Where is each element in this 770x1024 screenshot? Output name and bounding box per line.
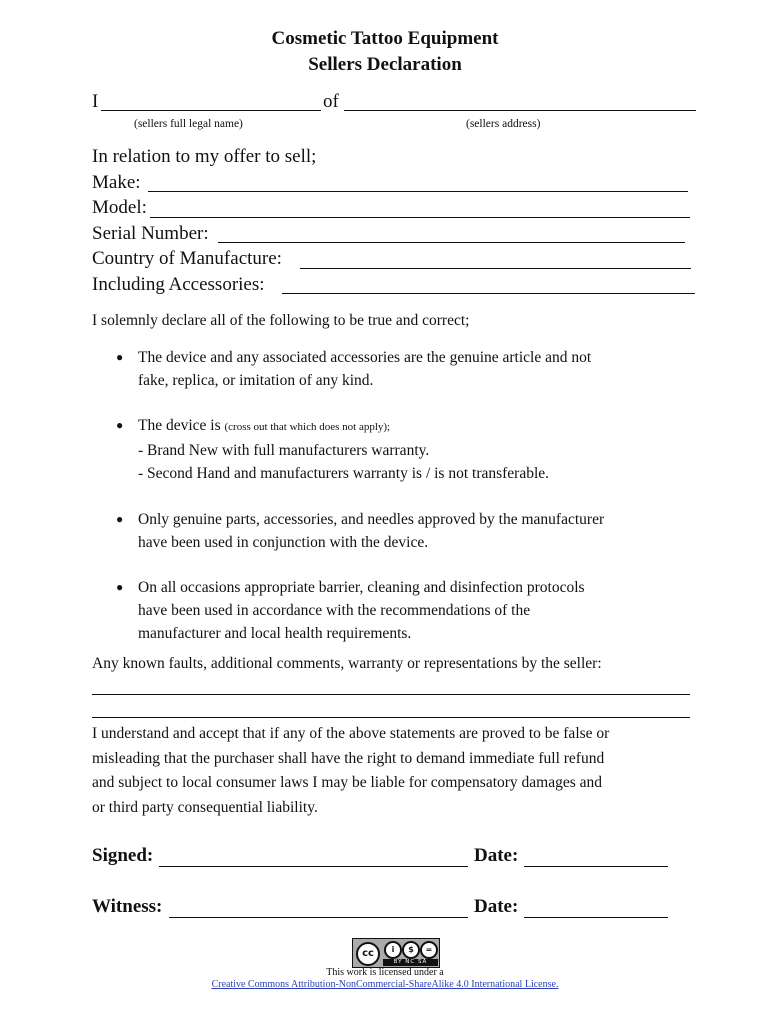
paragraph-line: I understand and accept that if any of the above statements are proved to be false or: [92, 725, 610, 742]
license-badge-strip: BY NC SA: [383, 959, 438, 966]
declaration-intro: I solemnly declare all of the following to be true and correct;: [92, 312, 470, 329]
list-item: [92, 576, 692, 645]
of-label: of: [323, 91, 339, 112]
seller-address-field[interactable]: [344, 91, 696, 111]
witness-field[interactable]: [169, 896, 468, 918]
signed-date-field[interactable]: [524, 845, 668, 867]
faults-field-line-1[interactable]: [92, 694, 690, 695]
noncommercial-icon: $: [402, 941, 420, 959]
bullet-text: [138, 414, 692, 439]
list-item: [92, 346, 692, 392]
name-caption: (sellers full legal name): [134, 118, 243, 130]
signed-row: [92, 845, 702, 875]
offer-fields: [92, 146, 702, 299]
model-row: [92, 197, 702, 223]
cc-license-badge-icon[interactable]: [352, 938, 440, 968]
serial-field[interactable]: [218, 242, 685, 243]
bullet-text: have been used in conjunction with the device.: [138, 534, 429, 551]
document-subtitle: Sellers Declaration: [308, 54, 462, 75]
model-label: Model:: [92, 197, 147, 218]
paragraph-line: and subject to local consumer laws I may be liable for compensatory damages and: [92, 774, 603, 791]
witness-date-field[interactable]: [524, 896, 668, 918]
make-field[interactable]: [148, 191, 688, 192]
accessories-label: Including Accessories:: [92, 273, 265, 295]
bullet-icon: ●: [116, 512, 124, 526]
bullet-text: The device and any associated accessories are the genuine article and not: [138, 349, 592, 366]
i-label: I: [92, 91, 99, 112]
make-label: Make:: [92, 171, 141, 193]
offer-intro: In relation to my offer to sell;: [92, 146, 317, 167]
offer-intro-row: [92, 146, 702, 172]
serial-label: Serial Number:: [92, 222, 209, 244]
cross-out-note: (cross out that which does not apply);: [224, 421, 391, 433]
signed-field[interactable]: [159, 845, 468, 867]
seller-line: [92, 91, 702, 115]
accessories-field[interactable]: [282, 293, 695, 294]
bullet-text: manufacturer and local health requirements.: [138, 625, 412, 642]
bullet-text: On all occasions appropriate barrier, cleaning and disinfection protocols: [138, 579, 585, 596]
faults-field-line-2[interactable]: [92, 717, 690, 718]
paragraph-line: or third party consequential liability.: [92, 798, 318, 816]
list-item: [92, 414, 692, 485]
accessories-row: [92, 274, 702, 300]
faults-label: Any known faults, additional comments, warranty or representations by the seller:: [92, 655, 602, 672]
license-line: [0, 979, 770, 990]
make-row: [92, 172, 702, 198]
seller-name-field[interactable]: [101, 91, 321, 111]
cc-icon: cc: [356, 942, 380, 966]
device-is-label: The device is: [138, 417, 225, 434]
list-item: [92, 508, 692, 554]
declaration-list: [92, 346, 692, 645]
country-row: [92, 248, 702, 274]
country-label: Country of Manufacture:: [92, 248, 282, 269]
sharealike-icon: =: [420, 941, 438, 959]
understanding-paragraph: [92, 722, 702, 820]
address-caption: (sellers address): [466, 118, 541, 130]
bullet-text: fake, replica, or imitation of any kind.: [138, 372, 374, 389]
bullet-icon: ●: [116, 350, 124, 364]
bullet-icon: ●: [116, 418, 124, 432]
document-title: Cosmetic Tattoo Equipment: [271, 28, 499, 49]
option-brand-new[interactable]: - Brand New with full manufacturers warranty.: [138, 442, 430, 459]
witness-date-label: Date:: [474, 896, 519, 917]
witness-label: Witness:: [92, 896, 163, 917]
license-link[interactable]: Creative Commons Attribution-NonCommercial-ShareAlike 4.0 International License: [211, 979, 556, 990]
signed-date-label: Date:: [474, 845, 519, 866]
country-field[interactable]: [300, 268, 691, 269]
license-text: This work is licensed under a: [326, 967, 444, 978]
license-link-suffix: .: [555, 979, 559, 990]
bullet-text: Only genuine parts, accessories, and needles approved by the manufacturer: [138, 511, 605, 528]
option-second-hand[interactable]: - Second Hand and manufacturers warranty is / is not transferable.: [138, 465, 550, 482]
attribution-icon: i: [384, 941, 402, 959]
bullet-icon: ●: [116, 580, 124, 594]
witness-row: [92, 896, 702, 926]
model-field[interactable]: [150, 217, 690, 218]
bullet-text: have been used in accordance with the recommendations of the: [138, 602, 531, 619]
serial-row: [92, 223, 702, 249]
signed-label: Signed:: [92, 845, 154, 866]
paragraph-line: misleading that the purchaser shall have the right to demand immediate full refund: [92, 749, 605, 767]
